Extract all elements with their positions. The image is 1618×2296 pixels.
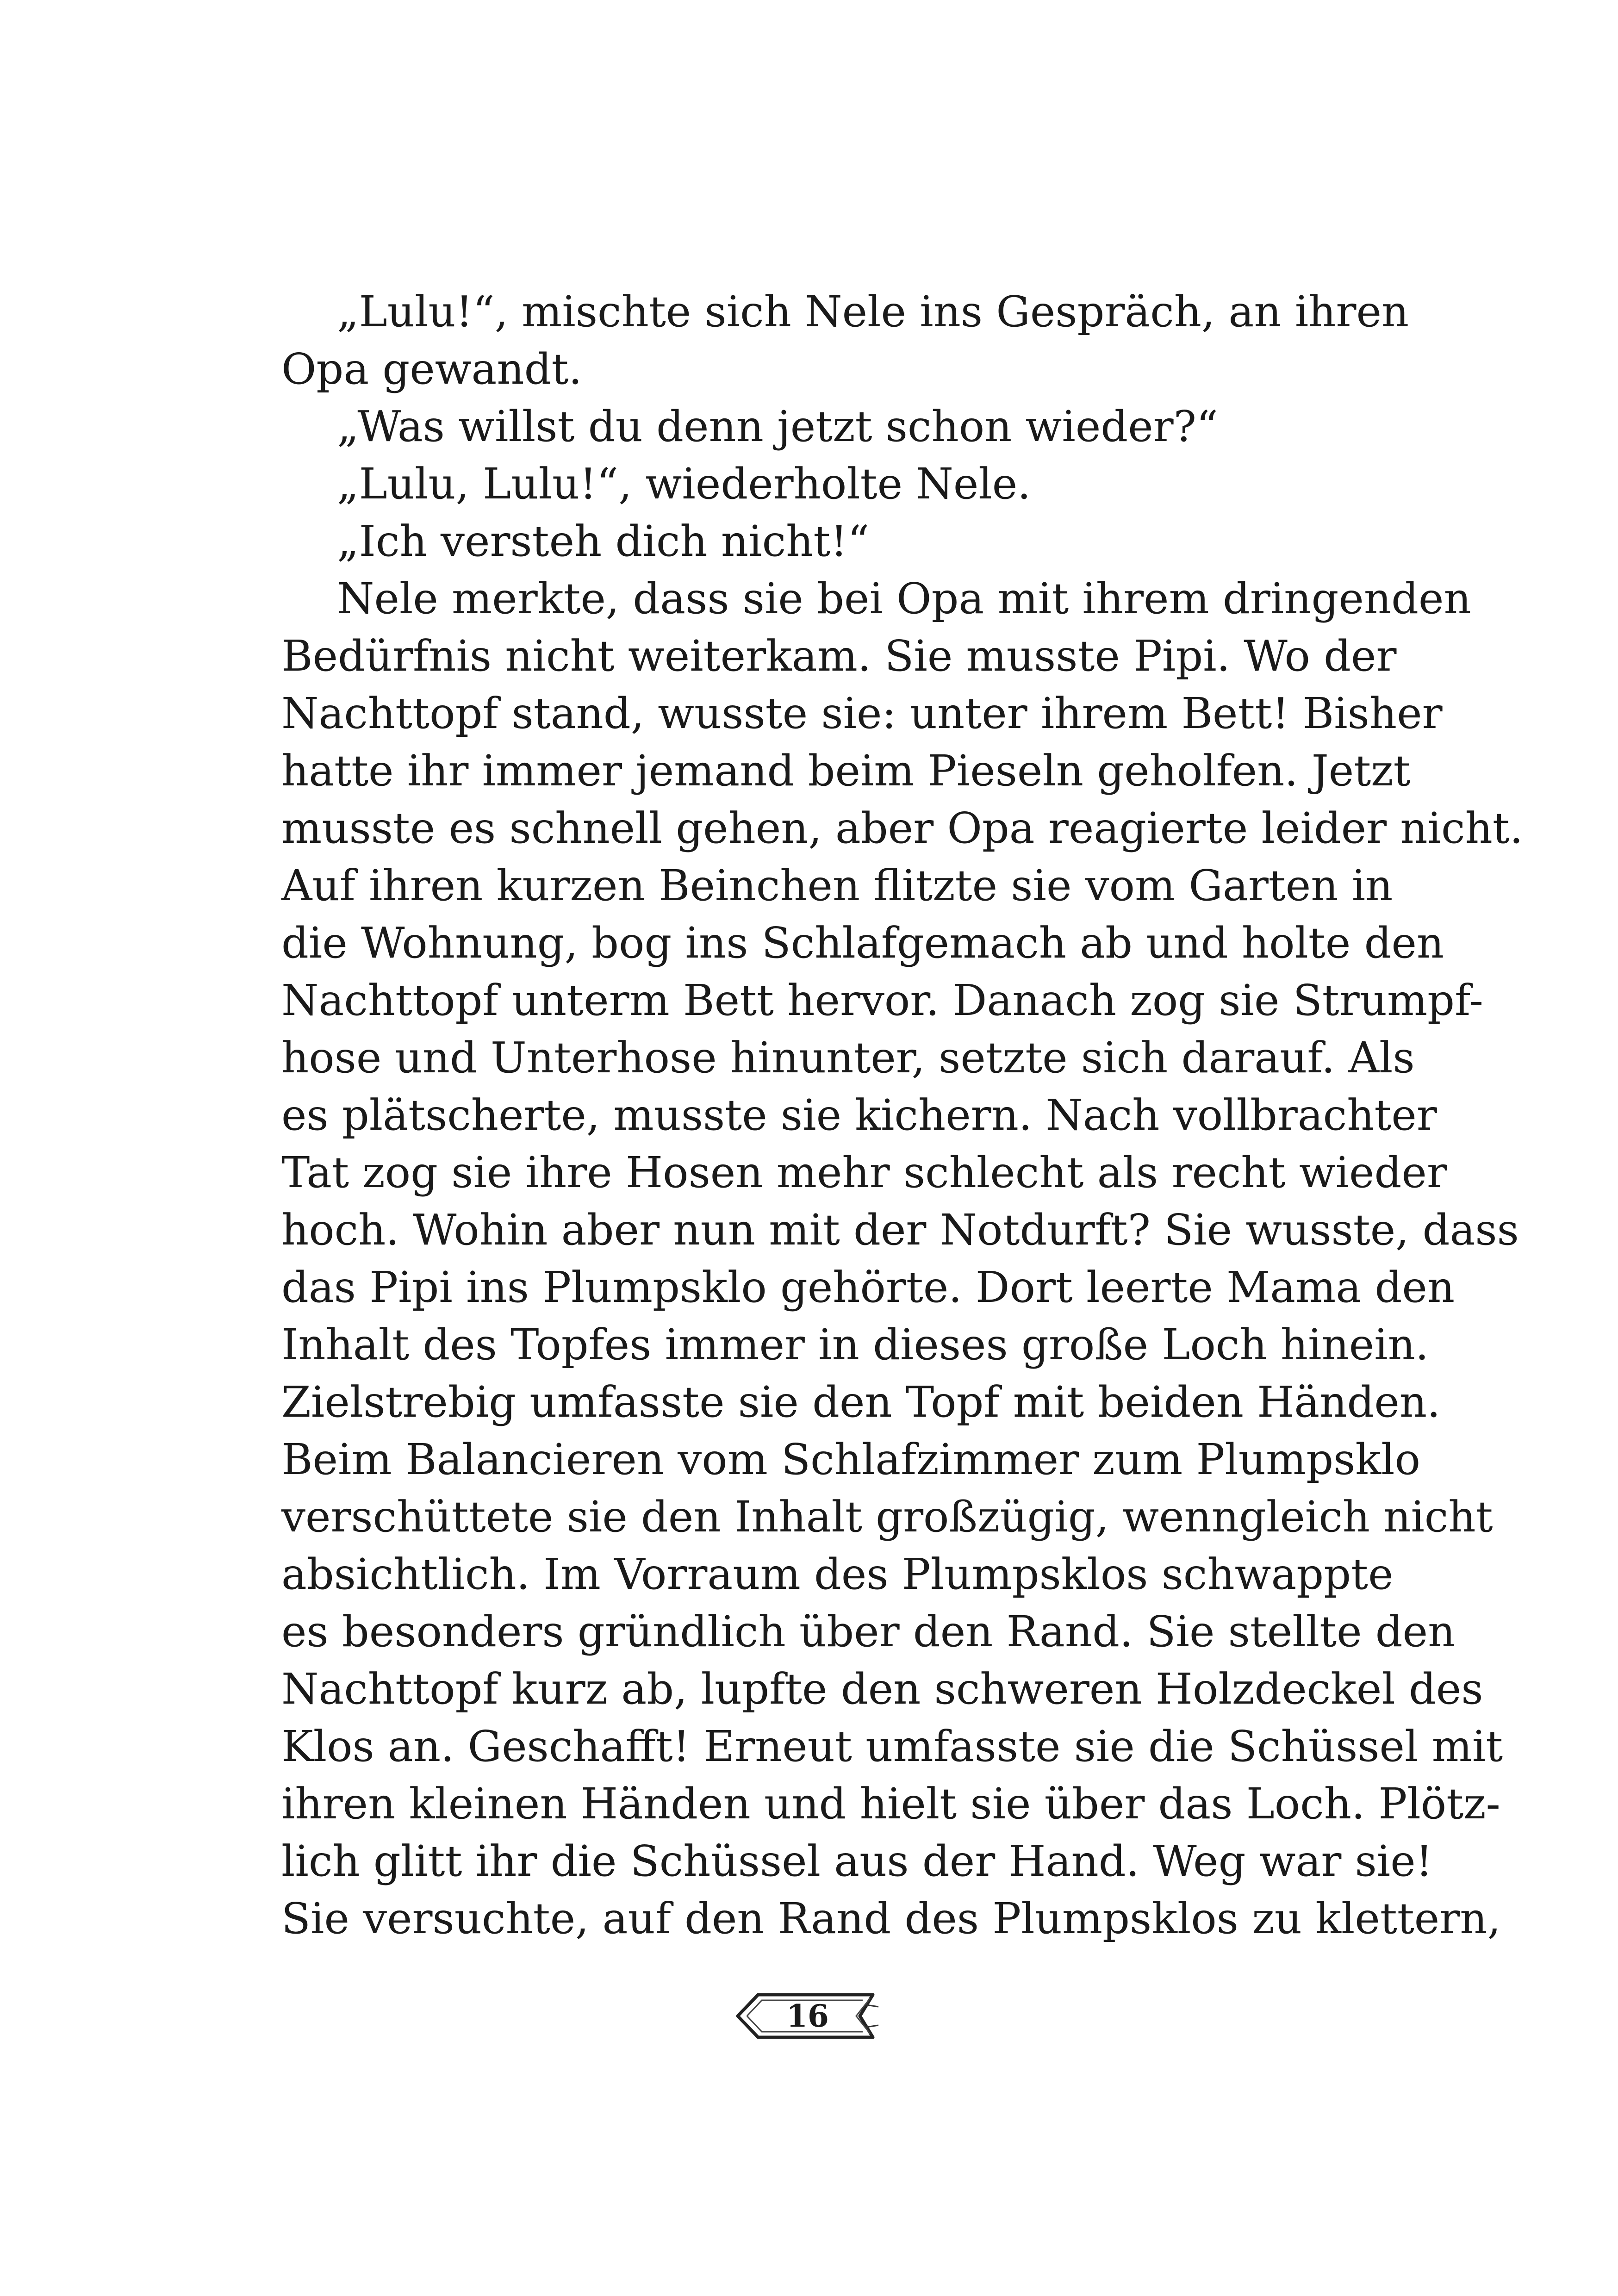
text-line: „Ich versteh dich nicht!“	[337, 516, 870, 566]
body-text	[281, 283, 1524, 1948]
text-line: es plätscherte, musste sie kichern. Nach vollbrachter	[281, 1090, 1437, 1140]
text-line: hoch. Wohin aber nun mit der Notdurft? Sie wusste, dass	[281, 1205, 1519, 1255]
text-line: Nele merkte, dass sie bei Opa mit ihrem dringenden	[337, 574, 1471, 623]
text-line: Klos an. Geschafft! Erneut umfasste sie die Schüssel mit	[281, 1722, 1503, 1771]
text-line: Tat zog sie ihre Hosen mehr schlecht als recht wieder	[281, 1148, 1447, 1197]
text-line: absichtlich. Im Vorraum des Plumpsklos schwappte	[281, 1549, 1394, 1599]
text-line: das Pipi ins Plumpsklo gehörte. Dort leerte Mama den	[281, 1263, 1455, 1312]
text-line: es besonders gründlich über den Rand. Sie stellte den	[281, 1607, 1456, 1656]
page-number: 16	[786, 1998, 829, 2034]
text-line: Sie versuchte, auf den Rand des Plumpsklos zu klettern,	[281, 1894, 1501, 1943]
text-line: lich glitt ihr die Schüssel aus der Hand. Weg war sie!	[281, 1836, 1433, 1886]
text-line: musste es schnell gehen, aber Opa reagierte leider nicht.	[281, 803, 1524, 853]
text-line: die Wohnung, bog ins Schlafgemach ab und holte den	[281, 918, 1444, 968]
text-line: Inhalt des Topfes immer in dieses große Loch hinein.	[281, 1320, 1429, 1369]
text-line: „Lulu!“, mischte sich Nele ins Gespräch, an ihren	[337, 287, 1409, 336]
text-line: Auf ihren kurzen Beinchen flitzte sie vom Garten in	[281, 861, 1393, 910]
page-number-ribbon	[731, 1988, 884, 2044]
text-line: Nachttopf stand, wusste sie: unter ihrem Bett! Bisher	[281, 689, 1443, 738]
text-line: Zielstrebig umfasste sie den Topf mit beiden Händen.	[281, 1377, 1441, 1427]
text-line: ihren kleinen Händen und hielt sie über das Loch. Plötz-	[281, 1779, 1500, 1829]
text-line: Beim Balancieren vom Schlafzimmer zum Plumpsklo	[281, 1435, 1420, 1484]
text-line: Nachttopf kurz ab, lupfte den schweren Holzdeckel des	[281, 1664, 1483, 1714]
text-line: hatte ihr immer jemand beim Pieseln geholfen. Jetzt	[281, 746, 1411, 796]
text-line: Opa gewandt.	[281, 344, 582, 394]
text-line: Nachttopf unterm Bett hervor. Danach zog sie Strumpf-	[281, 976, 1483, 1025]
text-line: Bedürfnis nicht weiterkam. Sie musste Pipi. Wo der	[281, 631, 1397, 681]
text-line: hose und Unterhose hinunter, setzte sich darauf. Als	[281, 1033, 1415, 1083]
text-line: „Was willst du denn jetzt schon wieder?“	[337, 402, 1218, 451]
text-line: verschüttete sie den Inhalt großzügig, wenngleich nicht	[281, 1492, 1493, 1542]
text-line: „Lulu, Lulu!“, wiederholte Nele.	[337, 459, 1031, 509]
